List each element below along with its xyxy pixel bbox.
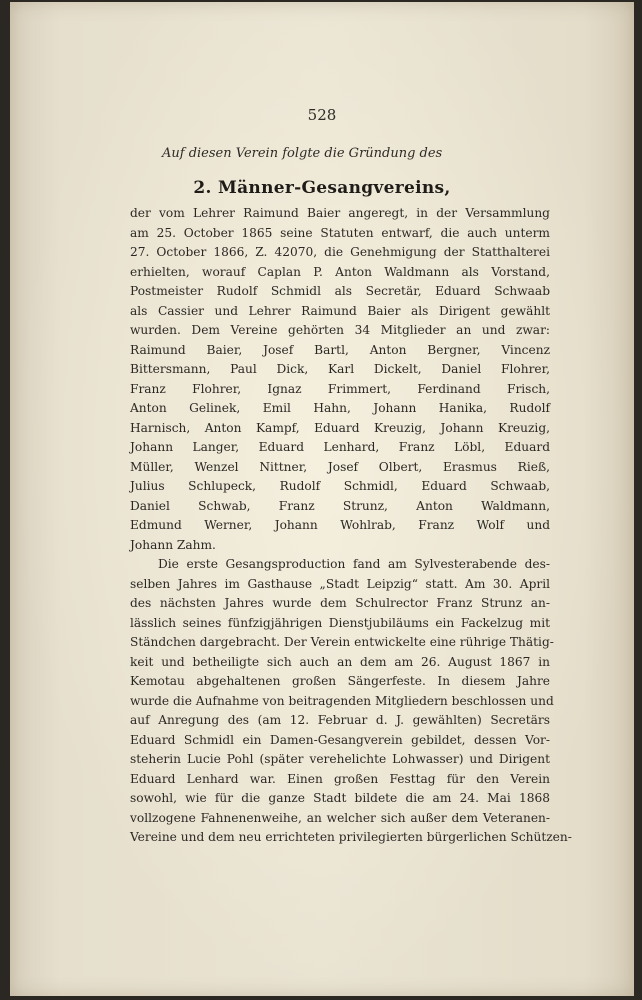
text-line: der vom Lehrer Raimund Baier angeregt, in der Versammlung <box>130 206 550 220</box>
body-text <box>130 204 572 848</box>
text-line: Anton Gelinek, Emil Hahn, Johann Hanika, Rudolf <box>130 401 550 415</box>
text-line: am 25. October 1865 seine Statuten entwarf, die auch unterm <box>130 225 550 240</box>
text-line: vollzogene Fahnenenweihe, an welcher sich außer dem Veteranen- <box>130 810 550 825</box>
page-number: 528 <box>307 106 337 124</box>
text-line: Bittersmann, Paul Dick, Karl Dickelt, Daniel Flohrer, <box>130 362 550 376</box>
text-line: Eduard Lenhard war. Einen großen Festtag für den Verein <box>130 771 550 786</box>
text-line: Harnisch, Anton Kampf, Eduard Kreuzig, Johann Kreuzig, <box>130 420 550 435</box>
text-line: Edmund Werner, Johann Wohlrab, Franz Wolf und <box>130 518 550 532</box>
text-line: 27. October 1866, Z. 42070, die Genehmigung der Statthalterei <box>130 245 550 259</box>
text-line: steherin Lucie Pohl (später verehelichte Lohwasser) und Dirigent <box>130 752 550 766</box>
text-line: Julius Schlupeck, Rudolf Schmidl, Eduard Schwaab, <box>130 479 550 493</box>
text-line: Raimund Baier, Josef Bartl, Anton Bergner, Vincenz <box>130 342 550 357</box>
text-line: wurde die Aufnahme von beitragenden Mitgliedern beschlossen und <box>130 693 554 708</box>
text-line: wurden. Dem Vereine gehörten 34 Mitglieder an und zwar: <box>130 323 550 337</box>
text-line: lässlich seines fünfzigjährigen Dienstjubiläums ein Fackelzug mit <box>130 615 550 630</box>
book-page <box>10 2 634 996</box>
text-line: Johann Langer, Eduard Lenhard, Franz Löbl, Eduard <box>130 440 550 454</box>
text-line: Vereine und dem neu errichteten privilegierten bürgerlichen Schützen- <box>130 830 572 844</box>
text-line: Daniel Schwab, Franz Strunz, Anton Waldmann, <box>130 498 550 513</box>
text-line: selben Jahres im Gasthause „Stadt Leipzig“ statt. Am 30. April <box>130 576 550 591</box>
text-line: als Cassier und Lehrer Raimund Baier als Dirigent gewählt <box>130 303 550 318</box>
text-line: des nächsten Jahres wurde dem Schulrector Franz Strunz an- <box>130 596 550 610</box>
text-line: Eduard Schmidl ein Damen-Gesangverein gebildet, dessen Vor- <box>130 732 550 747</box>
text-line: Kemotau abgehaltenen großen Sängerfeste. In diesem Jahre <box>130 674 550 688</box>
text-line: Johann Zahm. <box>130 537 216 552</box>
text-line: Ständchen dargebracht. Der Verein entwickelte eine rührige Thätig- <box>130 635 554 649</box>
text-line: Postmeister Rudolf Schmidl als Secretär, Eduard Schwaab <box>130 284 550 298</box>
text-line: Franz Flohrer, Ignaz Frimmert, Ferdinand Frisch, <box>130 381 550 396</box>
text-line: sowohl, wie für die ganze Stadt bildete die am 24. Mai 1868 <box>130 791 550 805</box>
text-line: keit und betheiligte sich auch an dem am 26. August 1867 in <box>130 654 550 669</box>
text-line: erhielten, worauf Caplan P. Anton Waldmann als Vorstand, <box>130 264 550 279</box>
section-heading: 2. Männer-Gesangvereins, <box>193 178 451 198</box>
text-line: Müller, Wenzel Nittner, Josef Olbert, Erasmus Rieß, <box>130 459 550 474</box>
text-line: auf Anregung des (am 12. Februar d. J. gewählten) Secretärs <box>130 713 550 727</box>
text-line: Die erste Gesangsproduction fand am Sylvesterabende des- <box>158 557 550 571</box>
lead-line: Auf diesen Verein folgte die Gründung des <box>162 146 443 161</box>
